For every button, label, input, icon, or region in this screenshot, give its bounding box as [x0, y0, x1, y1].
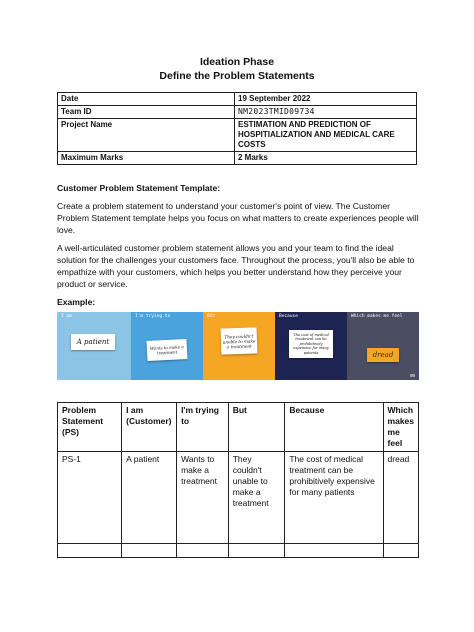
sticky-note: Wants to make a treatment: [147, 339, 188, 361]
panel-header: But: [207, 314, 216, 319]
table-cell: Wants to make a treatment: [177, 452, 229, 544]
sticky-note: dread: [367, 348, 399, 362]
table-cell: [122, 544, 177, 558]
table-cell: PS-1: [58, 452, 122, 544]
table-row: [58, 93, 417, 106]
column-header: I am (Customer): [122, 403, 177, 452]
page-title: Ideation Phase: [199, 56, 275, 68]
panel-header: I am: [61, 314, 72, 319]
table-cell: [285, 544, 383, 558]
example-panel-i-am: [57, 312, 131, 380]
table-row: [58, 152, 417, 165]
table-cell: dread: [383, 452, 418, 544]
column-header: Problem Statement (PS): [58, 403, 122, 452]
project-name-value: ESTIMATION AND PREDICTION OF HOSPITIALIZATION AND MEDICAL CARE COSTS: [235, 119, 417, 152]
table-row: [58, 544, 419, 558]
table-cell: A patient: [122, 452, 177, 544]
table-cell: They couldn't unable to make a treatment: [228, 452, 285, 544]
team-id-value: NM2023TMID09734: [235, 106, 417, 119]
max-marks-label: Maximum Marks: [58, 152, 235, 165]
project-name-label: Project Name: [58, 119, 235, 152]
example-strip: [57, 312, 419, 380]
page-subtitle: Define the Problem Statements: [159, 70, 315, 82]
sticky-note: They couldn't unable to make a treatment: [221, 327, 258, 354]
example-label: Example:: [57, 297, 96, 307]
table-cell: [177, 544, 229, 558]
panel-header: I'm trying to: [135, 314, 171, 319]
example-panel-feel: [347, 312, 419, 380]
table-cell: [228, 544, 285, 558]
sticky-note: A patient: [71, 334, 115, 350]
sticky-note: The cost of medical treatment can be prohibitively expensive for many patients: [289, 330, 333, 358]
paragraph-details: A well-articulated customer problem statement allows you and your team to find the ideal solution for the challenges your customers face. Throughout the process, you'll also be able to empathize with your customers, which helps you better understand how they perceive your product or service.: [57, 243, 415, 289]
table-header-row: [58, 403, 419, 452]
panel-header: Which makes me feel: [351, 314, 403, 319]
example-panel-because: [275, 312, 347, 380]
problem-statement-table: [57, 402, 419, 558]
table-cell: [58, 544, 122, 558]
panel-header: Because: [279, 314, 298, 319]
date-value: 19 September 2022: [235, 93, 417, 106]
table-cell: [383, 544, 418, 558]
paragraph-intro: Create a problem statement to understand your customer's point of view. The Customer Problem Statement template helps you focus on what matters to create experiences people will love.: [57, 201, 419, 235]
panel-marker: [410, 374, 415, 377]
column-header: Because: [285, 403, 383, 452]
table-row: [58, 106, 417, 119]
column-header: I'm trying to: [177, 403, 229, 452]
example-panel-but: [203, 312, 275, 380]
info-table: [57, 92, 417, 165]
example-panel-trying: [131, 312, 203, 380]
table-cell: The cost of medical treatment can be prohibitively expensive for many patients: [285, 452, 383, 544]
template-heading: Customer Problem Statement Template:: [57, 183, 221, 193]
max-marks-value: 2 Marks: [235, 152, 417, 165]
table-row: [58, 452, 419, 544]
team-id-label: Team ID: [58, 106, 235, 119]
date-label: Date: [58, 93, 235, 106]
column-header: Which makes me feel: [383, 403, 418, 452]
table-row: [58, 119, 417, 152]
column-header: But: [228, 403, 285, 452]
